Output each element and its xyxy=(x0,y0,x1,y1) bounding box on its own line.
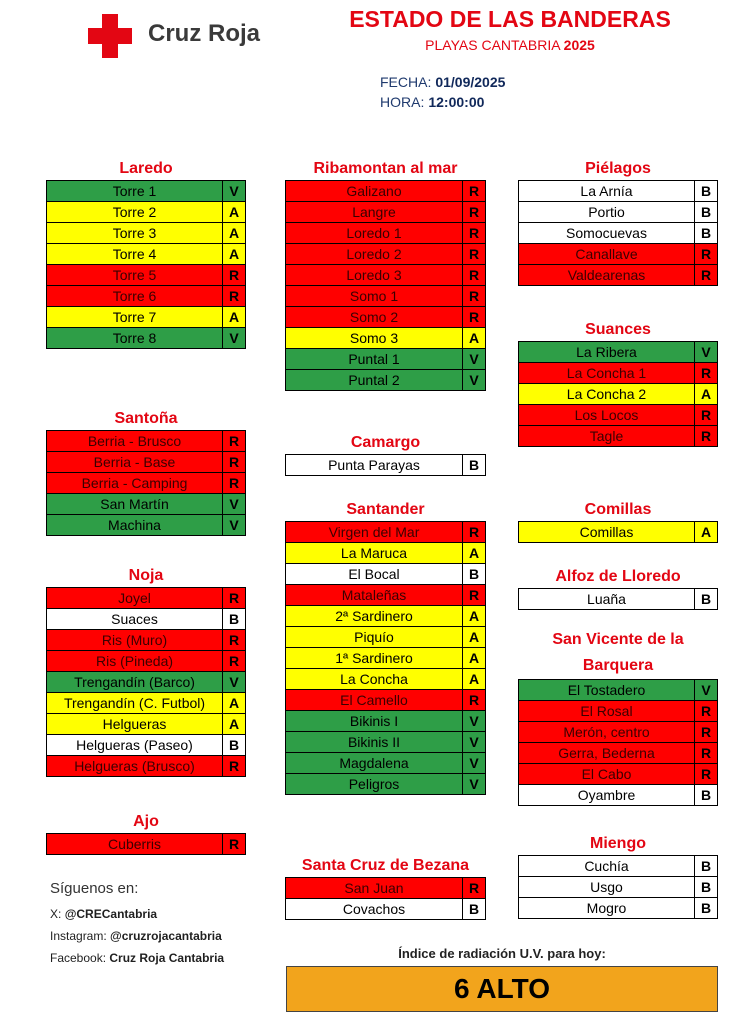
cruz-roja-logo xyxy=(88,10,298,56)
beach-name: Piquío xyxy=(286,627,463,647)
beach-row xyxy=(518,721,718,743)
beach-name: El Rosal xyxy=(519,701,695,721)
beach-row xyxy=(518,404,718,426)
flag-code: B xyxy=(228,737,240,753)
flag-code: R xyxy=(468,267,480,283)
group-title: Comillas xyxy=(584,501,652,518)
beach-name: San Martín xyxy=(47,494,223,514)
flag-code: R xyxy=(468,880,480,896)
flag-code: R xyxy=(228,590,240,606)
flag-code: V xyxy=(469,755,479,771)
beach-row xyxy=(46,608,246,630)
group-title: Camargo xyxy=(350,434,421,451)
beach-row xyxy=(46,493,246,515)
flag-code: B xyxy=(468,901,480,917)
beach-row xyxy=(46,430,246,452)
beach-row xyxy=(285,521,486,543)
beach-row xyxy=(518,897,718,919)
beach-name: Torre 1 xyxy=(47,181,223,201)
beach-row xyxy=(518,425,718,447)
group-sanvicente xyxy=(518,627,718,806)
beach-row xyxy=(285,773,486,795)
flag-code: A xyxy=(468,545,480,561)
group-title: Noja xyxy=(128,567,164,584)
beach-row xyxy=(46,629,246,651)
hora-label: HORA: xyxy=(380,94,425,110)
brand-name: Cruz Roja xyxy=(148,20,261,47)
beach-row xyxy=(285,710,486,732)
flag-code: A xyxy=(228,246,240,262)
beach-name: Trengandín (C. Futbol) xyxy=(47,693,223,713)
flag-code: R xyxy=(228,288,240,304)
beach-row xyxy=(285,752,486,774)
beach-name: San Juan xyxy=(286,878,463,898)
beach-name: Torre 2 xyxy=(47,202,223,222)
beach-name: Punta Parayas xyxy=(286,455,463,475)
beach-name: Gerra, Bederna xyxy=(519,743,695,763)
social-heading: Síguenos en: xyxy=(50,880,139,897)
uv-value: 6 ALTO xyxy=(286,966,718,1012)
beach-name: Somo 2 xyxy=(286,307,463,327)
group-title: Laredo xyxy=(119,160,173,177)
beach-row xyxy=(46,833,246,855)
flag-code: R xyxy=(468,309,480,325)
beach-name: Joyel xyxy=(47,588,223,608)
beach-row xyxy=(285,647,486,669)
beach-name: Somo 3 xyxy=(286,328,463,348)
group-pielagos xyxy=(518,158,718,286)
beach-name: Puntal 2 xyxy=(286,370,463,390)
beach-name: La Concha xyxy=(286,669,463,689)
flag-code: R xyxy=(228,475,240,491)
group-title: Piélagos xyxy=(585,160,651,177)
beach-row xyxy=(285,243,486,265)
uv-label: Índice de radiación U.V. para hoy: xyxy=(398,946,606,961)
beach-name: 1ª Sardinero xyxy=(286,648,463,668)
beach-name: Peligros xyxy=(286,774,463,794)
beach-row xyxy=(46,451,246,473)
group-title: Suances xyxy=(585,321,651,338)
flag-code: R xyxy=(700,703,712,719)
beach-row xyxy=(46,201,246,223)
flag-code: R xyxy=(700,428,712,444)
beach-row xyxy=(46,650,246,672)
group-miengo xyxy=(518,833,718,919)
beach-row xyxy=(285,689,486,711)
beach-row xyxy=(285,348,486,370)
beach-row xyxy=(46,472,246,494)
beach-name: Galizano xyxy=(286,181,463,201)
beach-name: Loredo 1 xyxy=(286,223,463,243)
flag-code: B xyxy=(700,225,712,241)
group-title: Santoña xyxy=(114,410,178,427)
beach-row xyxy=(46,264,246,286)
flag-code: R xyxy=(700,766,712,782)
beach-row xyxy=(285,285,486,307)
group-suances xyxy=(518,319,718,447)
beach-row xyxy=(518,180,718,202)
flag-code: R xyxy=(468,183,480,199)
beach-name: Merón, centro xyxy=(519,722,695,742)
flag-code: R xyxy=(228,433,240,449)
beach-name: Mataleñas xyxy=(286,585,463,605)
flag-code: B xyxy=(700,591,712,607)
flag-code: A xyxy=(468,629,480,645)
beach-row xyxy=(518,763,718,785)
beach-row xyxy=(518,700,718,722)
flag-code: R xyxy=(228,836,240,852)
beach-row xyxy=(46,587,246,609)
group-santander xyxy=(285,499,486,795)
beach-row xyxy=(285,306,486,328)
flag-code: R xyxy=(700,267,712,283)
flag-code: A xyxy=(700,386,712,402)
flag-code: R xyxy=(228,653,240,669)
group-ribamontan xyxy=(285,158,486,391)
beach-name: Suaces xyxy=(47,609,223,629)
group-comillas xyxy=(518,499,718,543)
flag-code: R xyxy=(468,692,480,708)
beach-row xyxy=(518,784,718,806)
flag-code: A xyxy=(468,671,480,687)
beach-row xyxy=(518,201,718,223)
beach-name: La Concha 1 xyxy=(519,363,695,383)
group-title: Alfoz de Lloredo xyxy=(555,568,681,585)
flag-code: R xyxy=(468,246,480,262)
flag-code: V xyxy=(229,496,239,512)
beach-row xyxy=(518,383,718,405)
beach-name: Covachos xyxy=(286,899,463,919)
flag-code: B xyxy=(700,204,712,220)
beach-name: Magdalena xyxy=(286,753,463,773)
beach-name: Valdearenas xyxy=(519,265,695,285)
flag-code: R xyxy=(468,587,480,603)
flag-code: R xyxy=(228,454,240,470)
flag-code: R xyxy=(228,632,240,648)
beach-row xyxy=(46,755,246,777)
beach-name: El Camello xyxy=(286,690,463,710)
hora-line xyxy=(380,94,484,110)
beach-name: La Concha 2 xyxy=(519,384,695,404)
beach-row xyxy=(518,362,718,384)
group-santona xyxy=(46,408,246,536)
flag-code: V xyxy=(229,183,239,199)
fecha-label: FECHA: xyxy=(380,74,432,90)
beach-name: La Ribera xyxy=(519,342,695,362)
subtitle-text: PLAYAS CANTABRIA xyxy=(425,37,560,53)
flag-code: V xyxy=(469,372,479,388)
flag-code: V xyxy=(701,344,711,360)
hora-value: 12:00:00 xyxy=(428,94,485,110)
beach-name: Helgueras xyxy=(47,714,223,734)
flag-code: B xyxy=(700,879,712,895)
flag-code: A xyxy=(468,608,480,624)
flag-code: B xyxy=(468,457,480,473)
social-facebook xyxy=(50,947,270,969)
beach-row xyxy=(285,563,486,585)
beach-row xyxy=(285,454,486,476)
beach-row xyxy=(285,898,486,920)
beach-name: Comillas xyxy=(519,522,695,542)
group-bezana xyxy=(285,855,486,920)
group-laredo xyxy=(46,158,246,349)
subtitle-year: 2025 xyxy=(563,37,595,53)
beach-name: Canallave xyxy=(519,244,695,264)
beach-row xyxy=(518,742,718,764)
social-instagram xyxy=(50,925,270,947)
flag-code: V xyxy=(701,682,711,698)
flag-code: V xyxy=(469,776,479,792)
flag-code: V xyxy=(229,517,239,533)
flag-code: R xyxy=(468,288,480,304)
flag-code: R xyxy=(700,745,712,761)
beach-row xyxy=(518,341,718,363)
beach-name: Somo 1 xyxy=(286,286,463,306)
flag-code: R xyxy=(228,758,240,774)
group-noja xyxy=(46,565,246,777)
beach-row xyxy=(285,369,486,391)
beach-name: Langre xyxy=(286,202,463,222)
flag-code: V xyxy=(469,713,479,729)
beach-name: Torre 4 xyxy=(47,244,223,264)
beach-name: El Cabo xyxy=(519,764,695,784)
beach-row xyxy=(285,327,486,349)
beach-row xyxy=(46,243,246,265)
flag-code: A xyxy=(228,716,240,732)
flag-code: B xyxy=(468,566,480,582)
beach-name: Cuchía xyxy=(519,856,695,876)
group-title: Ribamontan al mar xyxy=(313,160,458,177)
beach-row xyxy=(46,222,246,244)
beach-row xyxy=(518,243,718,265)
beach-name: Torre 6 xyxy=(47,286,223,306)
beach-name: Luaña xyxy=(519,589,695,609)
flag-code: A xyxy=(228,695,240,711)
beach-name: Torre 3 xyxy=(47,223,223,243)
beach-row xyxy=(285,222,486,244)
social-fb-label: Facebook: xyxy=(50,951,107,965)
flag-code: A xyxy=(228,309,240,325)
beach-name: Loredo 2 xyxy=(286,244,463,264)
beach-name: Helgueras (Paseo) xyxy=(47,735,223,755)
beach-name: Los Locos xyxy=(519,405,695,425)
group-title: Ajo xyxy=(133,813,159,830)
flag-code: B xyxy=(228,611,240,627)
social-ig-handle: @cruzrojacantabria xyxy=(110,929,222,943)
group-title: Santa Cruz de Bezana xyxy=(301,857,470,874)
beach-name: Torre 7 xyxy=(47,307,223,327)
beach-row xyxy=(285,626,486,648)
flag-code: B xyxy=(700,787,712,803)
beach-row xyxy=(46,306,246,328)
beach-name: Mogro xyxy=(519,898,695,918)
flag-code: A xyxy=(700,524,712,540)
group-camargo xyxy=(285,432,486,476)
beach-row xyxy=(518,679,718,701)
beach-name: Berria - Base xyxy=(47,452,223,472)
beach-name: Tagle xyxy=(519,426,695,446)
beach-row xyxy=(46,285,246,307)
social-x xyxy=(50,903,270,925)
beach-row xyxy=(285,542,486,564)
flag-code: R xyxy=(468,225,480,241)
flag-code: R xyxy=(228,267,240,283)
beach-name: Torre 8 xyxy=(47,328,223,348)
beach-name: Somocuevas xyxy=(519,223,695,243)
flag-code: R xyxy=(700,724,712,740)
flag-code: R xyxy=(700,407,712,423)
flag-code: B xyxy=(700,183,712,199)
flag-code: R xyxy=(468,524,480,540)
social-fb-handle: Cruz Roja Cantabria xyxy=(109,951,225,965)
flag-code: R xyxy=(700,365,712,381)
beach-name: Berria - Brusco xyxy=(47,431,223,451)
beach-row xyxy=(285,201,486,223)
flag-code: R xyxy=(468,204,480,220)
beach-row xyxy=(285,731,486,753)
beach-name: Bikinis I xyxy=(286,711,463,731)
beach-row xyxy=(46,671,246,693)
beach-name: Virgen del Mar xyxy=(286,522,463,542)
flag-code: V xyxy=(469,351,479,367)
group-ajo xyxy=(46,811,246,855)
beach-row xyxy=(46,713,246,735)
flag-code: V xyxy=(229,674,239,690)
beach-name: Ris (Muro) xyxy=(47,630,223,650)
beach-name: El Tostadero xyxy=(519,680,695,700)
beach-name: Portio xyxy=(519,202,695,222)
beach-name: Bikinis II xyxy=(286,732,463,752)
beach-name: Ris (Pineda) xyxy=(47,651,223,671)
beach-name: Puntal 1 xyxy=(286,349,463,369)
fecha-value: 01/09/2025 xyxy=(435,74,506,90)
beach-name: Helgueras (Brusco) xyxy=(47,756,223,776)
beach-row xyxy=(285,264,486,286)
beach-row xyxy=(46,327,246,349)
beach-row xyxy=(46,734,246,756)
beach-name: Cuberris xyxy=(47,834,223,854)
flag-code: R xyxy=(700,246,712,262)
beach-row xyxy=(285,668,486,690)
social-x-handle: @CRECantabria xyxy=(64,907,158,921)
beach-row xyxy=(285,605,486,627)
beach-row xyxy=(518,876,718,898)
flag-code: B xyxy=(700,858,712,874)
beach-name: Loredo 3 xyxy=(286,265,463,285)
group-title: San Vicente de la Barquera xyxy=(552,631,684,674)
social-x-label: X: xyxy=(50,907,62,921)
beach-row xyxy=(518,521,718,543)
beach-row xyxy=(46,180,246,202)
page-title: ESTADO DE LAS BANDERAS xyxy=(349,6,671,32)
beach-name: La Arnía xyxy=(519,181,695,201)
beach-name: 2ª Sardinero xyxy=(286,606,463,626)
beach-name: Torre 5 xyxy=(47,265,223,285)
beach-row xyxy=(46,514,246,536)
beach-name: Machina xyxy=(47,515,223,535)
beach-name: Berria - Camping xyxy=(47,473,223,493)
social-ig-label: Instagram: xyxy=(50,929,107,943)
flag-code: A xyxy=(228,225,240,241)
beach-name: Usgo xyxy=(519,877,695,897)
beach-row xyxy=(46,692,246,714)
flag-code: B xyxy=(700,900,712,916)
social-links xyxy=(50,880,270,969)
flag-code: A xyxy=(228,204,240,220)
beach-row xyxy=(518,264,718,286)
beach-row xyxy=(285,584,486,606)
flag-code: A xyxy=(468,330,480,346)
beach-row xyxy=(285,877,486,899)
beach-row xyxy=(518,588,718,610)
page-subtitle xyxy=(300,37,720,53)
flag-code: V xyxy=(229,330,239,346)
beach-name: Oyambre xyxy=(519,785,695,805)
flag-code: V xyxy=(469,734,479,750)
fecha-line xyxy=(380,74,505,90)
beach-name: El Bocal xyxy=(286,564,463,584)
group-title: Santander xyxy=(346,501,425,518)
beach-name: La Maruca xyxy=(286,543,463,563)
beach-row xyxy=(285,180,486,202)
flag-code: A xyxy=(468,650,480,666)
beach-row xyxy=(518,222,718,244)
group-title: Miengo xyxy=(590,835,646,852)
group-alfoz xyxy=(518,566,718,610)
beach-row xyxy=(518,855,718,877)
beach-name: Trengandín (Barco) xyxy=(47,672,223,692)
red-cross-icon xyxy=(88,14,132,58)
